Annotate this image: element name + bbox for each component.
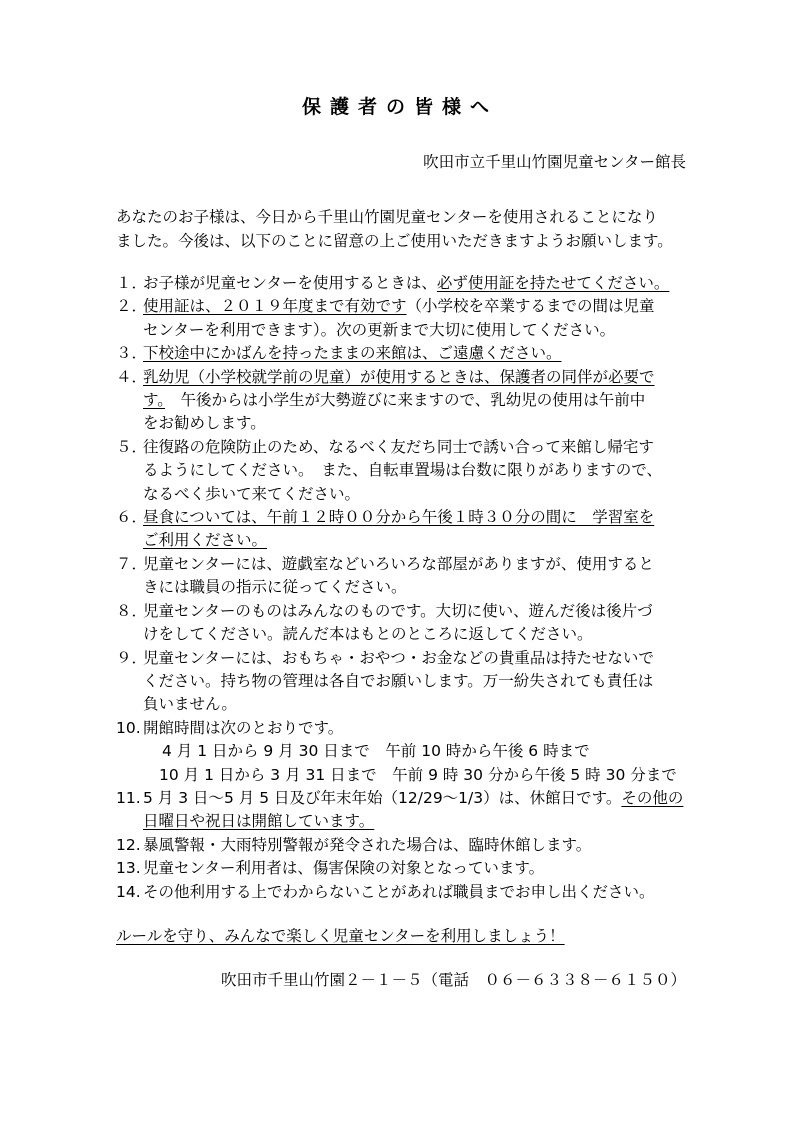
rule-text: きには職員の指示に従ってください。 (143, 578, 407, 597)
address-line: 吹田市千里山竹園２－１－５（電話 ０６－６３３８－６１５０） (220, 971, 686, 989)
rule-text: けをしてください。読んだ本はもとのところに返してください。 (143, 625, 593, 644)
rule-line (143, 600, 716, 623)
rule-number: 10. (116, 718, 141, 737)
rule-number: 14. (116, 882, 141, 901)
rule-number: １． (116, 274, 148, 292)
rule-text: なるべく歩いて来てください。 (143, 484, 361, 503)
rule-item (116, 717, 716, 740)
rule-line (143, 389, 716, 412)
emphasis-text: 使用証は、２０１９年度まで有効です (143, 297, 407, 316)
rule-line (143, 366, 716, 389)
rule-number: 11. (116, 788, 141, 807)
rule-number: ６． (116, 508, 148, 527)
rule-line (143, 483, 716, 506)
rule-text: お子様が児童センターを使用するときは、 (143, 274, 437, 292)
rule-line (143, 857, 716, 880)
rule-text: センターを利用できます）。次の更新まで大切に使用してください。 (143, 320, 616, 339)
rule-text: （小学校を卒業するまでの間は児童 (406, 297, 655, 316)
rule-text: 暴風警報・大雨特別警報が発令された場合は、臨時休館します。 (143, 835, 592, 854)
rule-line (143, 436, 716, 459)
emphasis-text: ご利用ください。 (143, 531, 268, 550)
rule-line (143, 342, 716, 365)
rule-item (116, 600, 716, 647)
emphasis-text: その他の (621, 788, 684, 807)
rule-text: その他利用する上でわからないことがあれば職員までお申し出ください。 (143, 882, 655, 901)
rule-line (143, 834, 716, 857)
rule-line (143, 553, 716, 576)
rule-text: 児童センターのものはみんなのものです。大切に使い、遊んだ後は後片づ (143, 601, 653, 620)
rule-number: 13. (116, 859, 141, 878)
rule-line (143, 506, 716, 529)
rule-line (143, 693, 716, 716)
rule-text: 開館時間は次のとおりです。 (143, 718, 344, 737)
emphasis-text: 昼食については、午前１２時００分から午後１時３０分の間に 学習室を (143, 508, 655, 527)
emphasis-text: 必ず使用証を持たせてください。 (436, 274, 670, 292)
rule-line (143, 810, 716, 833)
rule-item (116, 881, 716, 904)
rule-text: 児童センターには、おもちゃ・おやつ・お金などの貴重品は持たせないで (143, 648, 654, 667)
emphasis-text: す。 (143, 391, 166, 410)
rule-item (116, 553, 716, 600)
sender-line: 吹田市立千里山竹園児童センター館長 (423, 153, 686, 171)
rule-line (143, 647, 716, 670)
rule-line (143, 670, 716, 693)
rule-text: るようにしてください。 また、自転車置場は台数に限りがありますので、 (143, 461, 662, 480)
rule-line (143, 787, 716, 810)
rule-line (143, 576, 716, 599)
rule-line (143, 295, 716, 318)
rule-item (116, 366, 716, 436)
rule-number: ２． (116, 297, 148, 316)
rule-text: 児童センター利用者は、傷害保険の対象となっています。 (143, 859, 545, 878)
rule-number: 12. (116, 835, 141, 854)
emphasis-text: 下校途中にかばんを持ったままの来館は、ご遠慮ください。 (143, 344, 562, 363)
rule-item (116, 342, 716, 365)
rule-text: 午後からは小学生が大勢遊びに来ますので、乳幼児の使用は午前中 (165, 391, 646, 410)
rule-line (143, 319, 716, 342)
rule-text: 負いません。 (143, 695, 237, 714)
rule-number: ９． (116, 648, 148, 667)
opening-hours-line: 10 月 1 日から 3 月 31 日まで 午前 9 時 30 分から午後 5 時 30 分まで (159, 765, 677, 784)
rule-text: 往復路の危険防止のため、なるべく友だち同士で誘い合って来館し帰宅す (143, 437, 654, 456)
rule-text: 児童センターには、遊戯室などいろいろな部屋がありますが、使用すると (143, 554, 654, 573)
rule-item (116, 506, 716, 553)
page-title: 保護者の皆様へ (301, 96, 498, 118)
rule-line (143, 272, 716, 295)
rule-item (116, 295, 716, 342)
rule-item (116, 787, 716, 834)
rule-line (143, 529, 716, 552)
rule-line (143, 717, 716, 740)
rule-number: ８． (116, 601, 148, 620)
intro-paragraph (116, 205, 696, 253)
rule-number: ４． (116, 367, 148, 386)
rule-text: をお勧めします。 (143, 414, 266, 433)
rule-item (116, 647, 716, 717)
rules-list (116, 272, 716, 904)
rule-text: 5 月 3 日～5 月 5 日及び年末年始（12/29～1/3）は、休館日です。 (143, 788, 622, 807)
rule-line (143, 623, 716, 646)
rule-line (143, 459, 716, 482)
rule-text: ください。持ち物の管理は各自でお願いします。万一紛失されても責任は (143, 671, 654, 690)
rule-line (143, 412, 716, 435)
opening-hours-line: 4 月 1 日から 9 月 30 日まで 午前 10 時から午後 6 時まで (162, 742, 590, 761)
intro-line: ました。今後は、以下のことに留意の上ご使用いただきますようお願いします。 (116, 232, 673, 250)
closing-message: ルールを守り、みんなで楽しく児童センターを利用しましょう！ (116, 927, 565, 945)
rule-item (116, 834, 716, 857)
rule-line (143, 881, 716, 904)
intro-line: あなたのお子様は、今日から千里山竹園児童センターを使用されることになり (116, 208, 658, 226)
rule-item (116, 272, 716, 295)
emphasis-text: 乳幼児（小学校就学前の児童）が使用するときは、保護者の同伴が必要で (143, 367, 655, 386)
rule-number: ５． (116, 437, 148, 456)
rule-item (116, 857, 716, 880)
rule-item (116, 436, 716, 506)
emphasis-text: 日曜日や祝日は開館しています。 (143, 812, 375, 831)
rule-number: ７． (116, 554, 148, 573)
rule-number: ３． (116, 344, 148, 363)
